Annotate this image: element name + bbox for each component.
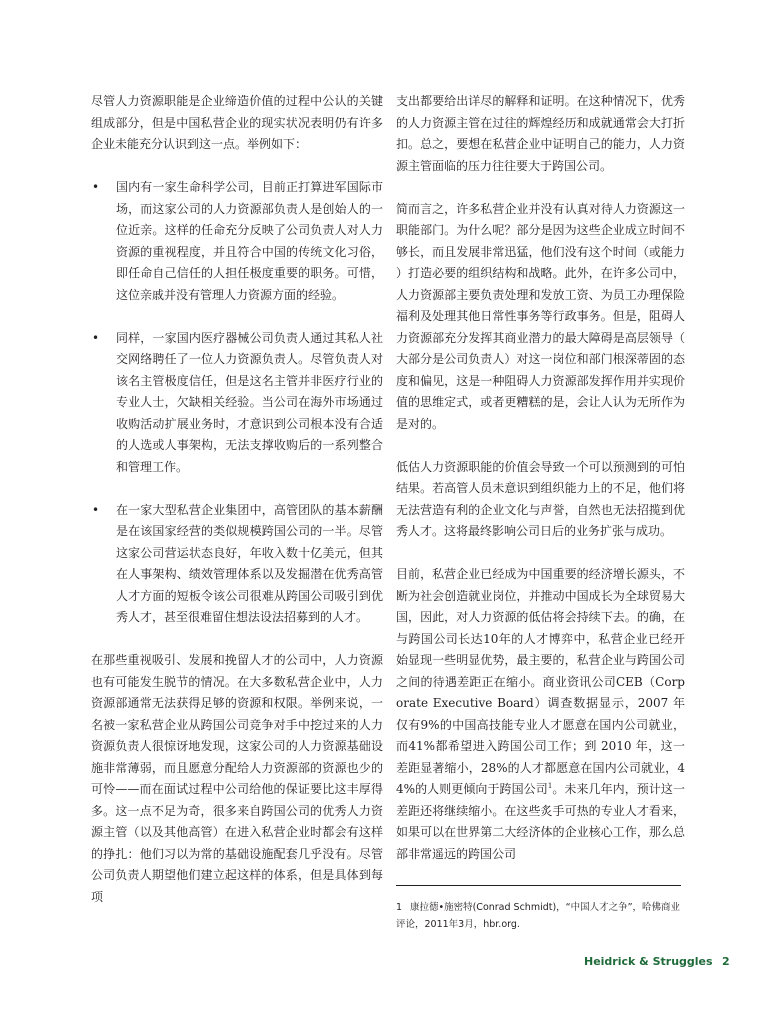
bullet-text: 国内有一家生命科学公司，目前正打算进军国际市场，而这家公司的人力资源部负责人是创始人的一位近亲。这样的任命充分反映了公司负责人对人力资源的重视程度，并且符合中国的传统文化习俗，即任命自己信任的人担任极度重要的职务。可惜，这位亲戚并没有管理人力资源方面的经验。: [116, 180, 383, 302]
footnote-number: 1: [396, 902, 403, 913]
right-column: [396, 91, 685, 865]
bullet-item-medical-devices: [91, 328, 383, 479]
bullet-item-life-sciences: [91, 177, 383, 306]
bullet-text: 在一家大型私营企业集团中，高管团队的基本薪酬是在该国家经营的类似规模跨国公司的一半。尽管这家公司营运状态良好，年收入数十亿美元，但其在人事架构、绩效管理体系以及发掘潜在优秀高管人才方面的短板令该公司很难从跨国公司吸引到优秀人才，甚至很难留住想法设法招募到的人才。: [116, 502, 383, 624]
bullet-icon: •: [92, 502, 100, 517]
bullet-item-conglomerate: [91, 500, 383, 629]
paragraph-continuation: 支出都要给出详尽的解释和证明。在这种情况下，优秀的人力资源主管在过往的辉煌经历和成就通常会大打折扣。总之，要想在私营企业中证明自己的能力，人力资源主管面临的压力往往要大于跨国公司。: [396, 94, 685, 173]
paragraph-consequences: 低估人力资源职能的价值会导致一个可以预测到的可怕结果。若高管人员未意识到组织能力上的不足，他们将无法营造有利的企业文化与声誉，自然也无法招揽到优秀人才。这将最终影响公司日后的业务扩张与成功。: [396, 459, 685, 538]
bullet-text: 同样，一家国内医疗器械公司负责人通过其私人社交网络聘任了一位人力资源负责人。尽管负责人对该名主管极度信任，但是这名主管并非医疗行业的专业人士，欠缺相关经验。当公司在海外市场通过收购活动扩展业务时，才意识到公司根本没有合适的人选或人事架构，无法支撑收购后的一系列整合和管理工作。: [116, 330, 383, 474]
intro-paragraph: 尽管人力资源职能是企业缔造价值的过程中公认的关键组成部分，但是中国私营企业的现实状况表明仍有许多企业未能充分认识到这一点。举例如下：: [91, 94, 383, 151]
footnote-reference: 1: [547, 782, 553, 790]
paragraph-text: 目前，私营企业已经成为中国重要的经济增长源头，不断为社会创造就业岗位，并推动中国成长为全球贸易大国，因此，对人力资源的低估将会持续下去。的确，在与跨国公司长达10年的人才博弈中，私营企业已经开始显现一些明显优势，最主要的，私营企业与跨国公司之间的待遇差距正在缩小。商业资讯公司CEB（Corporate Executive Board）调查数据显示，2007 年仅有9%的中国高技能专业人才愿意在国内公司就业，而41%都希望进入跨国公司工作；到 2010 年，这一差距显著缩小，28%的人才都愿意在国内公司就业，44%的人则更倾向于跨国公司: [396, 567, 685, 796]
bullet-icon: •: [92, 330, 100, 345]
paragraph-text-tail: 。未来几年内，预计这一差距还将继续缩小。在这些炙手可热的专业人才看来，如果可以在世界第二大经济体的企业核心工作，那么总部非常遥远的跨国公司: [396, 782, 685, 861]
footnote-text: 康拉德•施密特(Conrad Schmidt)，“中国人才之争”，哈佛商业评论，2011年3月，hbr.org.: [396, 902, 681, 930]
paragraph-hr-function: 简而言之，许多私营企业并没有认真对待人力资源这一职能部门。为什么呢？部分是因为这些企业成立时间不够长，而且发展非常迅猛，他们没有这个时间（或能力）打造必要的组织结构和战略。此外，在许多公司中，人力资源部主要负责处理和发放工资、为员工办理保险福利及处理其他日常性事务等行政事务。但是，阻碍人力资源部充分发挥其商业潜力的最大障碍是高层领导（大部分是公司负责人）对这一岗位和部门根深蒂固的态度和偏见，这是一种阻碍人力资源部发挥作用并实现价值的思维定式，或者更糟糕的是，会让人认为无所作为是对的。: [396, 201, 685, 431]
brand-logo: Heidrick & Struggles: [584, 955, 713, 968]
closing-paragraph: 在那些重视吸引、发展和挽留人才的公司中，人力资源也有可能发生脱节的情况。在大多数私营企业中，人力资源部通常无法获得足够的资源和权限。举例来说，一名被一家私营企业从跨国公司竞争对手中挖过来的人力资源负责人很惊讶地发现，这家公司的人力资源基础设施非常薄弱，而且愿意分配给人力资源部的资源也少的可怜——而在面试过程中公司给他的保证要比这丰厚得多。这一点不足为奇，很多来自跨国公司的优秀人力资源主管（以及其他高管）在进入私营企业时都会有这样的挣扎：他们习以为常的基础设施配套几乎没有。尽管公司负责人期望他们建立起这样的体系，但是具体到每项: [91, 653, 383, 904]
page-number: 2: [722, 955, 730, 968]
bullet-icon: •: [92, 180, 100, 194]
footnote-divider: [396, 885, 681, 886]
footnote: [396, 899, 686, 933]
paragraph-private-enterprises: [396, 564, 685, 865]
left-column: [91, 91, 383, 908]
